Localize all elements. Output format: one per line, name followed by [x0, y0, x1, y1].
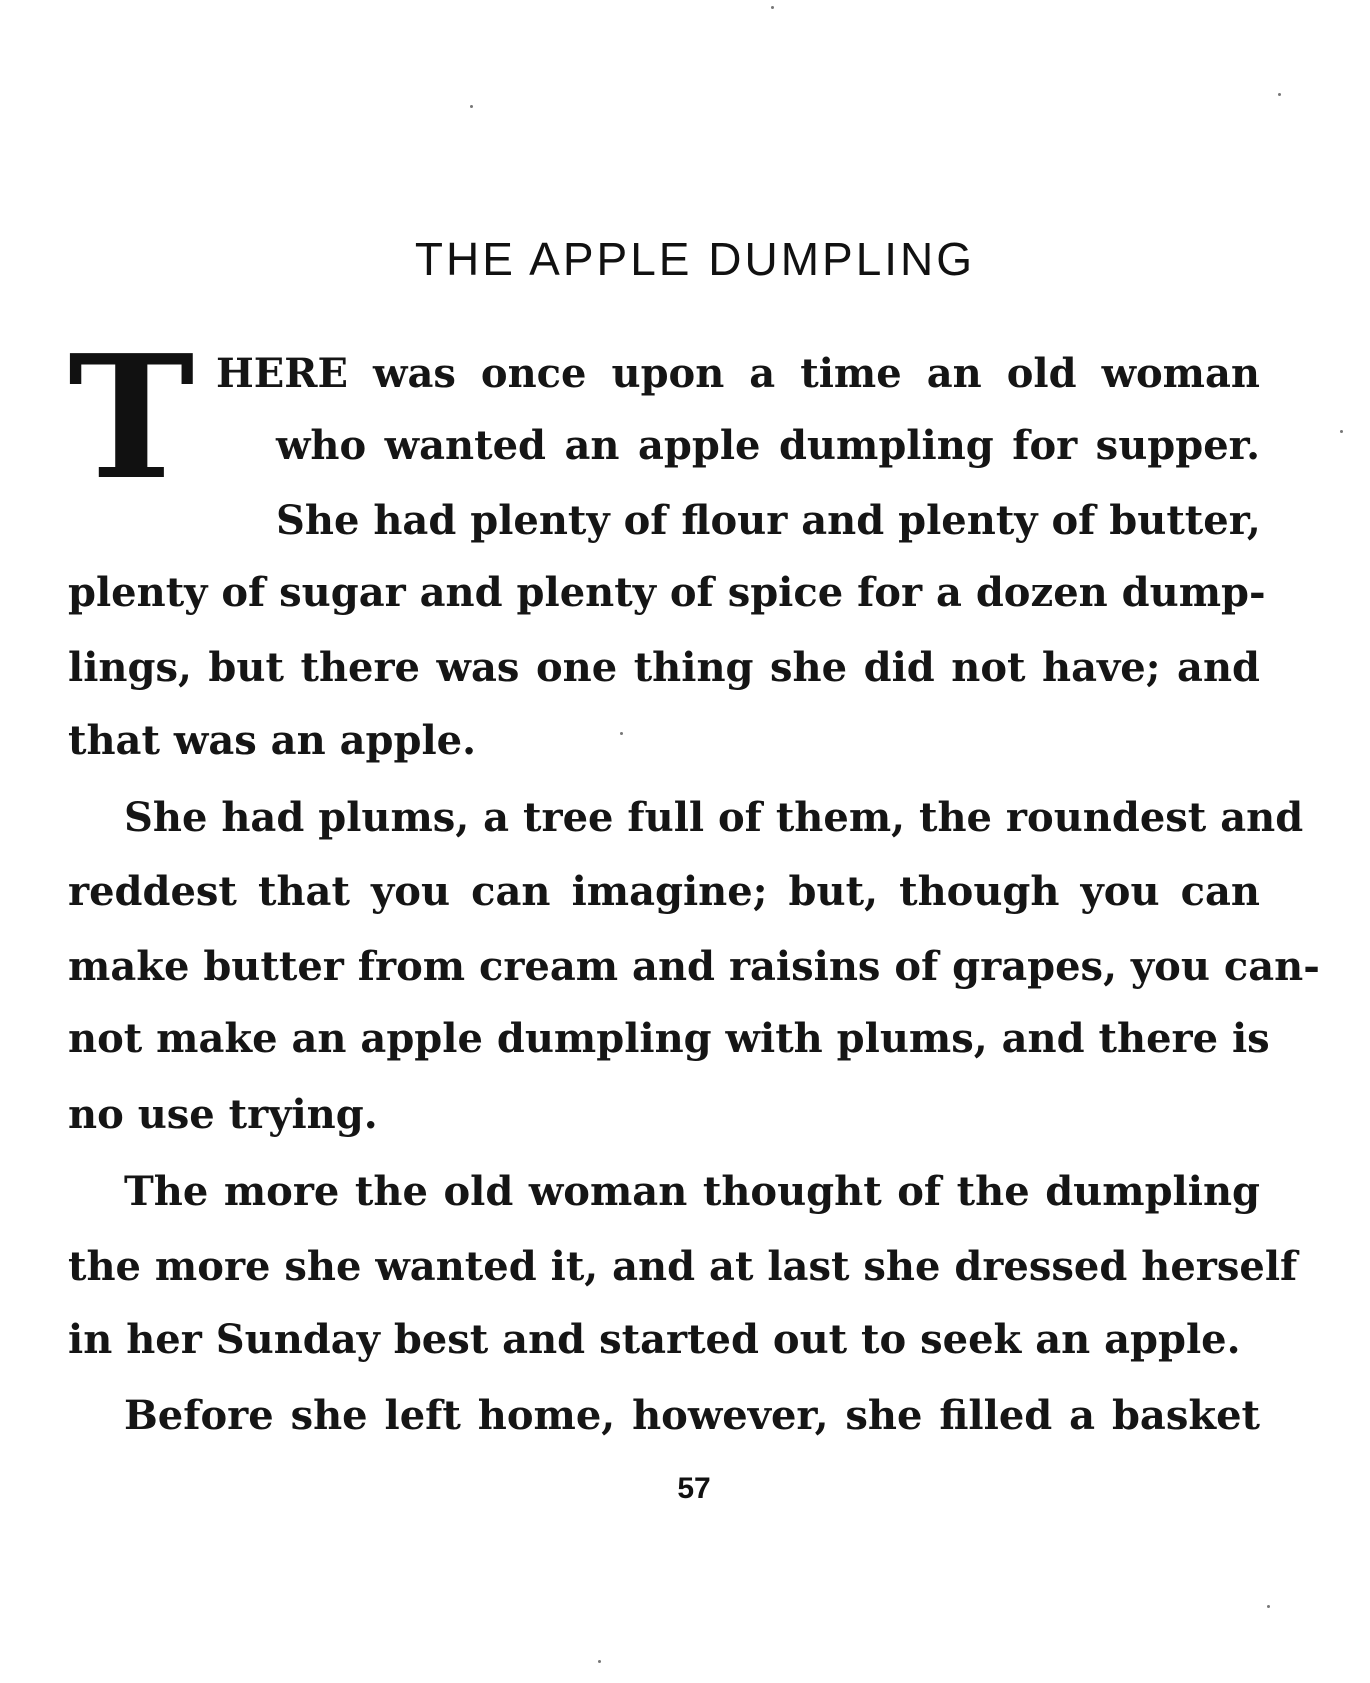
- text-line: that was an apple.: [68, 717, 477, 764]
- text-line: Before she left home, however, she filled a basket: [124, 1392, 1260, 1439]
- text-line: She had plums, a tree full of them, the roundest and: [124, 794, 1304, 841]
- text-line: She had plenty of flour and plenty of butter,: [276, 497, 1261, 544]
- text-line: reddest that you can imagine; but, though you can: [68, 868, 1260, 915]
- text-line: the more she wanted it, and at last she dressed herself: [68, 1243, 1298, 1290]
- scan-speck: [598, 1660, 601, 1663]
- scan-speck: [1340, 430, 1343, 433]
- text-line: in her Sunday best and started out to seek an apple.: [68, 1316, 1241, 1363]
- text-line: no use trying.: [68, 1091, 378, 1138]
- scan-speck: [620, 732, 623, 735]
- scan-speck: [1267, 1605, 1270, 1608]
- page-title: THE APPLE DUMPLING: [414, 233, 976, 285]
- text-line: The more the old woman thought of the dumpling: [124, 1168, 1260, 1215]
- page-number: 57: [677, 1472, 711, 1505]
- scan-speck: [470, 105, 473, 108]
- scan-speck: [771, 6, 774, 9]
- text-line: lings, but there was one thing she did not have; and: [68, 644, 1260, 691]
- text-line: not make an apple dumpling with plums, and there is: [68, 1015, 1270, 1062]
- text-line: plenty of sugar and plenty of spice for a dozen dump-: [68, 569, 1266, 616]
- text-line: who wanted an apple dumpling for supper.: [276, 422, 1260, 469]
- scan-speck: [1278, 93, 1281, 96]
- drop-cap: T: [68, 318, 195, 518]
- text-line: make butter from cream and raisins of grapes, you can-: [68, 943, 1320, 990]
- text-line: HERE was once upon a time an old woman: [216, 350, 1260, 397]
